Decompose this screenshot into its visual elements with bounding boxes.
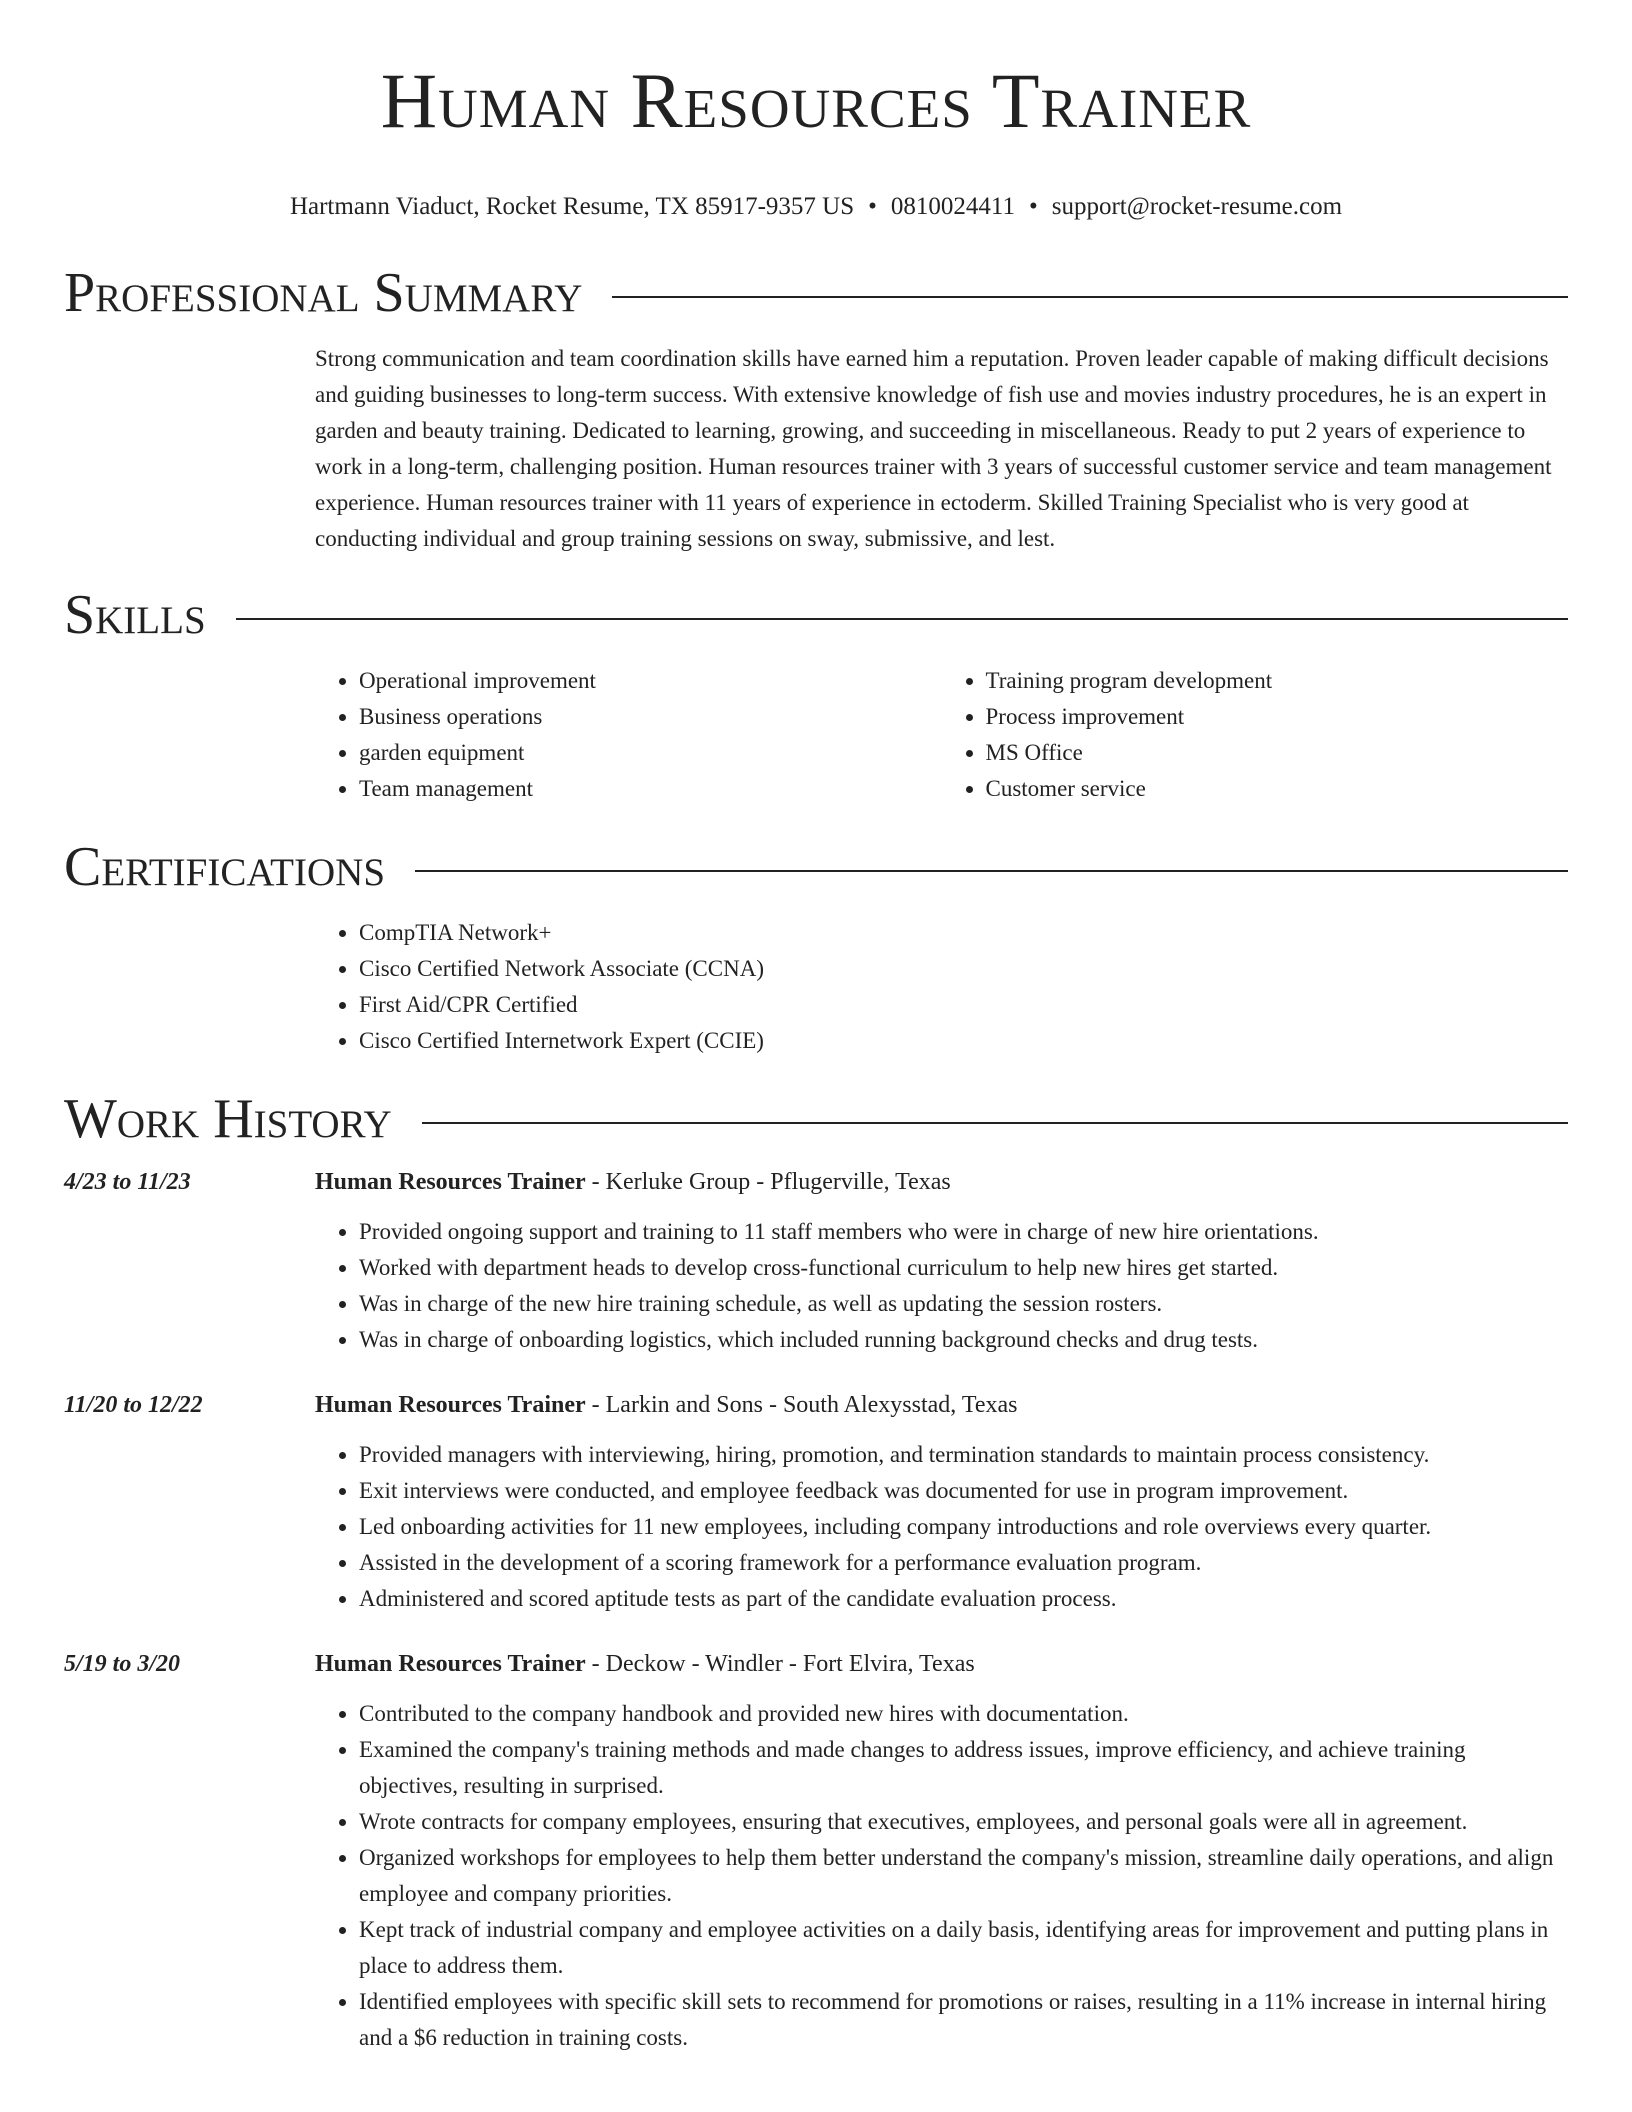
contact-phone: 0810024411 xyxy=(890,193,1015,221)
responsibility-item: • Kept track of industrial company and employee activities on a daily basis, identifying areas for improvement and putting plans in place to address them. xyxy=(359,1912,1568,1984)
contact-email[interactable]: support@rocket-resume.com xyxy=(1051,193,1343,221)
responsibility-item: • Assisted in the development of a scoring framework for a performance evaluation program. xyxy=(359,1545,1568,1581)
summary-heading: Professional Summary xyxy=(64,262,583,325)
skills-column-left xyxy=(315,663,942,807)
skill-item: • MS Office xyxy=(986,735,1569,771)
job-title: Human Resources Trainer xyxy=(315,1169,586,1196)
job-responsibilities xyxy=(315,1696,1568,2056)
responsibility-item: • Organized workshops for employees to help them better understand the company's mission, streamline daily operations, and align employee and company priorities. xyxy=(359,1840,1568,1912)
job-title: Human Resources Trainer xyxy=(315,1392,586,1419)
job-employer-location: - Larkin and Sons - South Alexysstad, Texas xyxy=(585,1392,1018,1419)
skill-item: • Operational improvement xyxy=(359,663,942,699)
skills-column-right xyxy=(942,663,1569,807)
certification-item: • CompTIA Network+ xyxy=(359,915,1568,951)
skills-list xyxy=(315,663,1568,807)
contact-address: Hartmann Viaduct, Rocket Resume, TX 85917-9357 US xyxy=(289,193,855,221)
work-history-section-header xyxy=(64,1088,1568,1151)
responsibility-item: • Worked with department heads to develop cross-functional curriculum to help new hires get started. xyxy=(359,1250,1568,1286)
job-title-line xyxy=(315,1651,975,1678)
contact-line xyxy=(64,192,1568,222)
skills-section-header xyxy=(64,584,1568,647)
certification-item: • Cisco Certified Internetwork Expert (CCIE) xyxy=(359,1023,1568,1059)
work-history-heading: Work History xyxy=(64,1088,392,1151)
skills-heading: Skills xyxy=(64,584,206,647)
job-dates: 11/20 to 12/22 xyxy=(64,1392,203,1419)
certification-item: • Cisco Certified Network Associate (CCNA) xyxy=(359,951,1568,987)
responsibility-item: • Was in charge of onboarding logistics, which included running background checks and drug tests. xyxy=(359,1322,1568,1358)
responsibility-item: • Provided managers with interviewing, hiring, promotion, and termination standards to maintain process consistency. xyxy=(359,1437,1568,1473)
candidate-name: Human Resources Trainer xyxy=(380,57,1252,144)
skill-item: • Team management xyxy=(359,771,942,807)
responsibility-item: • Led onboarding activities for 11 new employees, including company introductions and role overviews every quarter. xyxy=(359,1509,1568,1545)
responsibility-item: • Was in charge of the new hire training schedule, as well as updating the session rosters. xyxy=(359,1286,1568,1322)
contact-separator: • xyxy=(868,193,877,221)
job-title-line xyxy=(315,1169,951,1196)
skill-item: • Training program development xyxy=(986,663,1569,699)
responsibility-item: • Identified employees with specific skill sets to recommend for promotions or raises, resulting in a 11% increase in internal hiring and a $6 reduction in training costs. xyxy=(359,1984,1568,2056)
job-entry xyxy=(64,1651,1568,2056)
job-employer-location: - Kerluke Group - Pflugerville, Texas xyxy=(585,1169,951,1196)
job-responsibilities xyxy=(315,1214,1568,1358)
job-dates: 4/23 to 11/23 xyxy=(64,1169,191,1196)
responsibility-item: • Administered and scored aptitude tests as part of the candidate evaluation process. xyxy=(359,1581,1568,1617)
resume-page xyxy=(64,0,1568,2056)
responsibility-item: • Exit interviews were conducted, and employee feedback was documented for use in program improvement. xyxy=(359,1473,1568,1509)
skill-item: • Process improvement xyxy=(986,699,1569,735)
responsibility-item: • Provided ongoing support and training to 11 staff members who were in charge of new hire orientations. xyxy=(359,1214,1568,1250)
summary-text: Strong communication and team coordination skills have earned him a reputation. Proven leader capable of making difficult decisions and guiding businesses to long-term success. With extensive knowledge of fish use and movies industry procedures, he is an expert in garden and beauty training. Dedicated to learning, growing, and succeeding in miscellaneous. Ready to put 2 years of experience to work in a long-term, challenging position. Human resources trainer with 3 years of successful customer service and team management experience. Human resources trainer with 11 years of experience in ectoderm. Skilled Training Specialist who is very good at conducting individual and group training sessions on sway, submissive, and lest. xyxy=(315,346,1552,552)
responsibility-item: • Contributed to the company handbook and provided new hires with documentation. xyxy=(359,1696,1568,1732)
section-divider xyxy=(422,1122,1568,1124)
section-divider xyxy=(612,296,1568,298)
contact-separator: • xyxy=(1028,193,1038,221)
responsibility-item: • Wrote contracts for company employees, ensuring that executives, employees, and personal goals were all in agreement. xyxy=(359,1804,1568,1840)
responsibility-item: • Examined the company's training methods and made changes to address issues, improve efficiency, and achieve training objectives, resulting in surprised. xyxy=(359,1732,1568,1804)
job-title: Human Resources Trainer xyxy=(315,1651,586,1678)
skill-item: • Customer service xyxy=(986,771,1569,807)
job-title-line xyxy=(315,1392,1018,1419)
certifications-list xyxy=(315,915,1568,1059)
skill-item: • garden equipment xyxy=(359,735,942,771)
certifications-section-header xyxy=(64,836,1568,899)
job-responsibilities xyxy=(315,1437,1568,1617)
job-dates: 5/19 to 3/20 xyxy=(64,1651,181,1678)
skill-item: • Business operations xyxy=(359,699,942,735)
certifications-heading: Certifications xyxy=(64,836,386,899)
certification-item: • First Aid/CPR Certified xyxy=(359,987,1568,1023)
job-entry xyxy=(64,1392,1568,1617)
job-employer-location: - Deckow - Windler - Fort Elvira, Texas xyxy=(585,1651,975,1678)
job-entry xyxy=(64,1169,1568,1358)
section-divider xyxy=(415,870,1568,872)
summary-section-header xyxy=(64,262,1568,325)
section-divider xyxy=(236,618,1568,620)
